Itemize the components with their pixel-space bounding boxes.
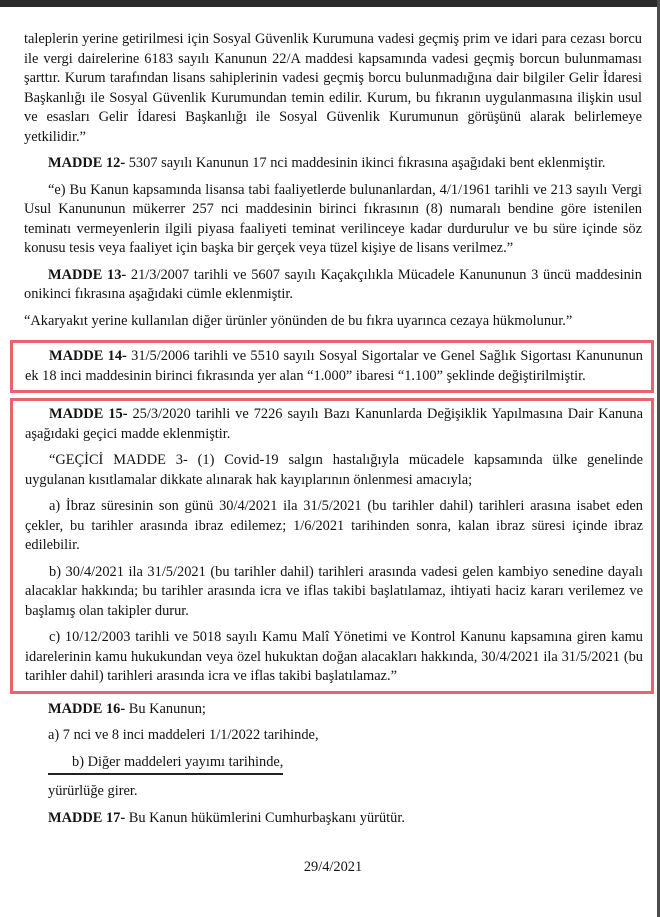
article-15-intro: “GEÇİCİ MADDE 3- (1) Covid-19 salgın hastalığıyla mücadele kapsamında ülke genelinde uygulanan kısıtlamalar dikkate alınarak hak kayıplarının önlenmesi amacıyla; (25, 452, 643, 488)
article-13-text: 21/3/2007 tarihli ve 5607 sayılı Kaçakçılıkla Mücadele Kanununun 3 üncü maddesinin onikinci fıkrasına aşağıdaki cümle eklenmiştir. (24, 266, 642, 302)
article-13-quote: “Akaryakıt yerine kullanılan diğer ürünler yönünden de bu fıkra uyarınca cezaya hükmolunur.” (24, 312, 573, 329)
publication-date: 29/4/2021 (303, 859, 363, 875)
article-16-clause-b: b) Diğer maddeleri yayımı tarihinde, (48, 753, 283, 776)
article-16 (24, 700, 642, 720)
article-12-label: MADDE 12- (48, 155, 126, 171)
article-16-clause-a: a) 7 nci ve 8 inci maddeleri 1/1/2022 tarihinde, (48, 727, 319, 743)
law-text-page (24, 30, 642, 878)
article-17-label: MADDE 17- (48, 809, 126, 826)
article-17 (24, 809, 642, 829)
article-15-clause-c: c) 10/12/2003 tarihli ve 5018 sayılı Kamu Malî Yönetimi ve Kontrol Kanunu kapsamına giren kamu idarelerinin kamu hukukundan veya özel hukuktan doğan alacakları hakkında, 30/4/2021 ila 31/5/2021 (bu tarihler dahil) tarihleri arasında icra ve iflas takibi başlatılamaz.” (25, 629, 643, 684)
article-16-clause-b-line (24, 753, 642, 776)
page-top-border (0, 0, 660, 7)
article-12-text: 5307 sayılı Kanunun 17 nci maddesinin ikinci fıkrasına aşağıdaki bent eklenmiştir. (125, 155, 606, 171)
article-17-text: Bu Kanun hükümlerini Cumhurbaşkanı yürütür. (125, 809, 405, 826)
highlight-box-article-15 (10, 398, 654, 694)
article-15-clause-b: b) 30/4/2021 ila 31/5/2021 (bu tarihler dahil) tarihleri arasında vadesi gelen kambiyo senedine dayalı alacaklar hakkında; bu tarihler arasında icra ve iflas takibi başlatılamaz, ihtiyati haciz kararı verilemez ve başlamış olan takipler durur. (25, 563, 643, 619)
article-14-label: MADDE 14- (49, 348, 127, 364)
article-16-label: MADDE 16- (48, 700, 126, 717)
highlight-box-article-14 (10, 340, 654, 393)
article-15-label: MADDE 15- (49, 406, 128, 422)
paragraph-continuation: taleplerin yerine getirilmesi için Sosyal Güvenlik Kurumuna vadesi geçmiş prim ve idari para cezası borcu ile vergi dairelerine 6183 sayılı Kanunun 22/A maddesi kapsamında vadesi geçmiş borcun bulunmaması şarttır. Kurum tarafından lisans sahiplerinin vadesi geçmiş borcu bulunmadığına dair bilgiler Gelir İdaresi Başkanlığı ile Sosyal Güvenlik Kurumundan temin edilir. Kurum, bu fıkranın uygulanmasına ilişkin usul ve esasları Gelir İdaresi Başkanlığı ile Sosyal Güvenlik Kurumunun görüşünü alarak belirlemeye yetkilidir.” (24, 31, 642, 145)
article-15-text: 25/3/2020 tarihli ve 7226 sayılı Bazı Kanunlarda Değişiklik Yapılmasına Dair Kanuna aşağıdaki geçici madde eklenmiştir. (25, 406, 643, 442)
article-14 (25, 347, 643, 386)
article-15 (25, 405, 643, 444)
article-12-quote: “e) Bu Kanun kapsamında lisansa tabi faaliyetlerde bulunanlardan, 4/1/1961 tarihli ve 213 sayılı Vergi Usul Kanununun mükerrer 257 nci maddesinin birinci fıkrasının (8) numaralı bendine göre istenilen teminatı vermeyenlerin ilgili piyasa faaliyeti teminat verilinceye kadar durdurulur ve bu süre içinde söz konusu tesis veya faaliyet için başka bir gerçek veya tüzel kişiye de lisans verilmez.” (24, 181, 642, 256)
article-16-text: Bu Kanunun; (125, 700, 206, 717)
article-13 (24, 266, 642, 305)
article-13-label: MADDE 13- (48, 266, 127, 283)
article-15-clause-a: a) İbraz süresinin son günü 30/4/2021 ila 31/5/2021 (bu tarihler dahil) tarihleri arasına isabet eden çekler, bu tarihler arasında ibraz edilemez; 1/6/2021 tarihinden sonra, kalan ibraz süresi içinde ibraz edilebilir. (25, 498, 643, 553)
article-12 (24, 154, 642, 174)
article-14-text: 31/5/2006 tarihli ve 5510 sayılı Sosyal Sigortalar ve Genel Sağlık Sigortası Kanununun ek 18 inci maddesinin birinci fıkrasında yer alan “1.000” ibaresi “1.100” şeklinde değiştirilmiştir. (25, 348, 644, 384)
article-16-tail: yürürlüğe girer. (48, 783, 138, 799)
